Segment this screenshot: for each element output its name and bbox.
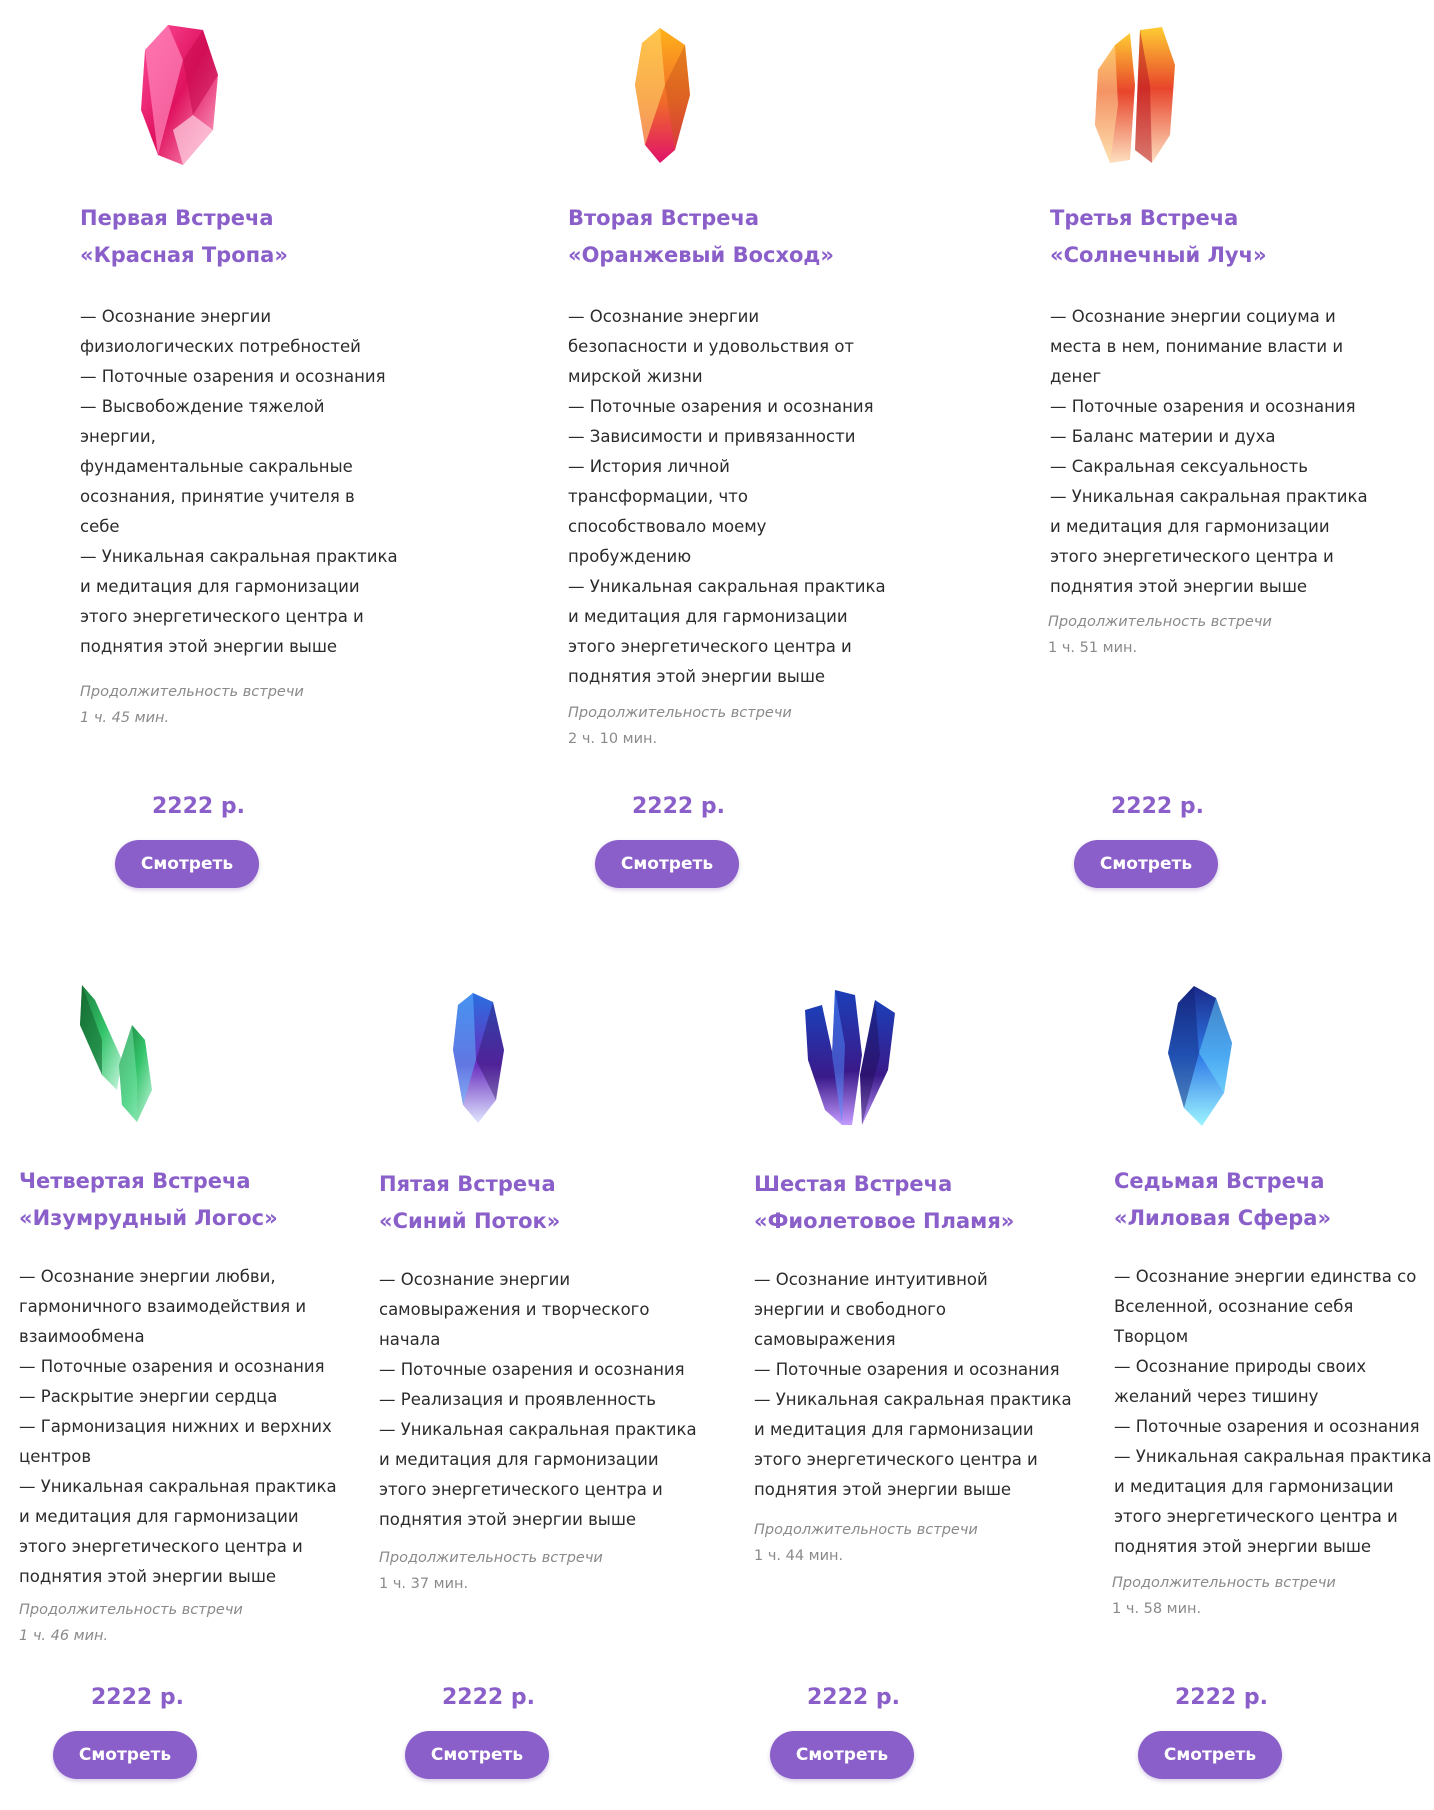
meeting-title: Седьмая Встреча «Лиловая Сфера»: [1114, 1169, 1332, 1230]
duration-label: Продолжительность встречи: [80, 684, 304, 700]
duration-value: 1 ч. 46 мин.: [19, 1628, 109, 1644]
view-button[interactable]: Смотреть: [53, 1731, 197, 1779]
price: 2222 р.: [152, 794, 245, 819]
price: 2222 р.: [1111, 794, 1204, 819]
meeting-title: Четвертая Встреча «Изумрудный Логос»: [19, 1169, 278, 1230]
duration-value: 1 ч. 37 мин.: [379, 1576, 469, 1592]
meeting-title: Первая Встреча «Красная Тропа»: [80, 206, 288, 267]
violet-crystal-icon: [800, 985, 900, 1130]
view-button[interactable]: Смотреть: [1138, 1731, 1282, 1779]
view-button[interactable]: Смотреть: [770, 1731, 914, 1779]
price: 2222 р.: [632, 794, 725, 819]
duration-value: 2 ч. 10 мин.: [568, 731, 658, 747]
view-button[interactable]: Смотреть: [115, 840, 259, 888]
blue-crystal-icon: [448, 990, 508, 1125]
view-button[interactable]: Смотреть: [595, 840, 739, 888]
duration-label: Продолжительность встречи: [754, 1522, 978, 1538]
price: 2222 р.: [807, 1685, 900, 1710]
emerald-crystal-icon: [77, 980, 157, 1125]
meeting-description: — Осознание энергии любви, гармоничного взаимодействия и взаимообмена — Поточные озарения и осознания — Раскрытие энергии сердца — Гармонизация нижних и верхних центров — Уникальная сакральная практика и медитация для гармонизации этого энергетического центра и поднятия этой энергии выше: [19, 1267, 337, 1586]
meeting-title: Шестая Встреча «Фиолетовое Пламя»: [754, 1172, 1015, 1233]
meeting-description: — Осознание энергии безопасности и удовольствия от мирской жизни — Поточные озарения и осознания — Зависимости и привязанности — История личной трансформации, что способствовало моему пробуждению — Уникальная сакральная практика и медитация для гармонизации этого энергетического центра и поднятия этой энергии выше: [568, 307, 886, 686]
view-button[interactable]: Смотреть: [405, 1731, 549, 1779]
meeting-description: — Осознание энергии самовыражения и творческого начала — Поточные озарения и осознания — Реализация и проявленность — Уникальная сакральная практика и медитация для гармонизации этого энергетического центра и поднятия этой энергии выше: [379, 1270, 697, 1529]
meeting-title: Пятая Встреча «Синий Поток»: [379, 1172, 561, 1233]
duration-label: Продолжительность встречи: [1048, 614, 1272, 630]
meeting-description: — Осознание энергии единства со Вселенной, осознание себя Творцом — Осознание природы своих желаний через тишину — Поточные озарения и осознания — Уникальная сакральная практика и медитация для гармонизации этого энергетического центра и поднятия этой энергии выше: [1114, 1267, 1432, 1556]
meeting-description: — Осознание энергии социума и места в нем, понимание власти и денег — Поточные озарения и осознания — Баланс материи и духа — Сакральная сексуальность — Уникальная сакральная практика и медитация для гармонизации этого энергетического центра и поднятия этой энергии выше: [1050, 307, 1368, 596]
orange-crystal-icon: [630, 25, 696, 165]
meeting-description: — Осознание энергии физиологических потребностей — Поточные озарения и осознания — Высвобождение тяжелой энергии, фундаментальные сакральные осознания, принятие учителя в себе — Уникальная сакральная практика и медитация для гармонизации этого энергетического центра и поднятия этой энергии выше: [80, 307, 398, 656]
meeting-description: — Осознание интуитивной энергии и свободного самовыражения — Поточные озарения и осознания — Уникальная сакральная практика и медитация для гармонизации этого энергетического центра и поднятия этой энергии выше: [754, 1270, 1072, 1499]
view-button[interactable]: Смотреть: [1074, 840, 1218, 888]
duration-label: Продолжительность встречи: [1112, 1575, 1336, 1591]
duration-value: 1 ч. 44 мин.: [754, 1548, 844, 1564]
duration-value: 1 ч. 45 мин.: [80, 710, 170, 726]
price: 2222 р.: [442, 1685, 535, 1710]
price: 2222 р.: [91, 1685, 184, 1710]
duration-value: 1 ч. 58 мин.: [1112, 1601, 1202, 1617]
duration-label: Продолжительность встречи: [379, 1550, 603, 1566]
duration-label: Продолжительность встречи: [568, 705, 792, 721]
duration-label: Продолжительность встречи: [19, 1602, 243, 1618]
meeting-title: Третья Встреча «Солнечный Луч»: [1050, 206, 1267, 267]
duration-value: 1 ч. 51 мин.: [1048, 640, 1138, 656]
price: 2222 р.: [1175, 1685, 1268, 1710]
yellow-crystal-icon: [1090, 25, 1180, 165]
meeting-title: Вторая Встреча «Оранжевый Восход»: [568, 206, 834, 267]
red-crystal-icon: [133, 20, 223, 170]
lilac-crystal-icon: [1164, 983, 1236, 1128]
